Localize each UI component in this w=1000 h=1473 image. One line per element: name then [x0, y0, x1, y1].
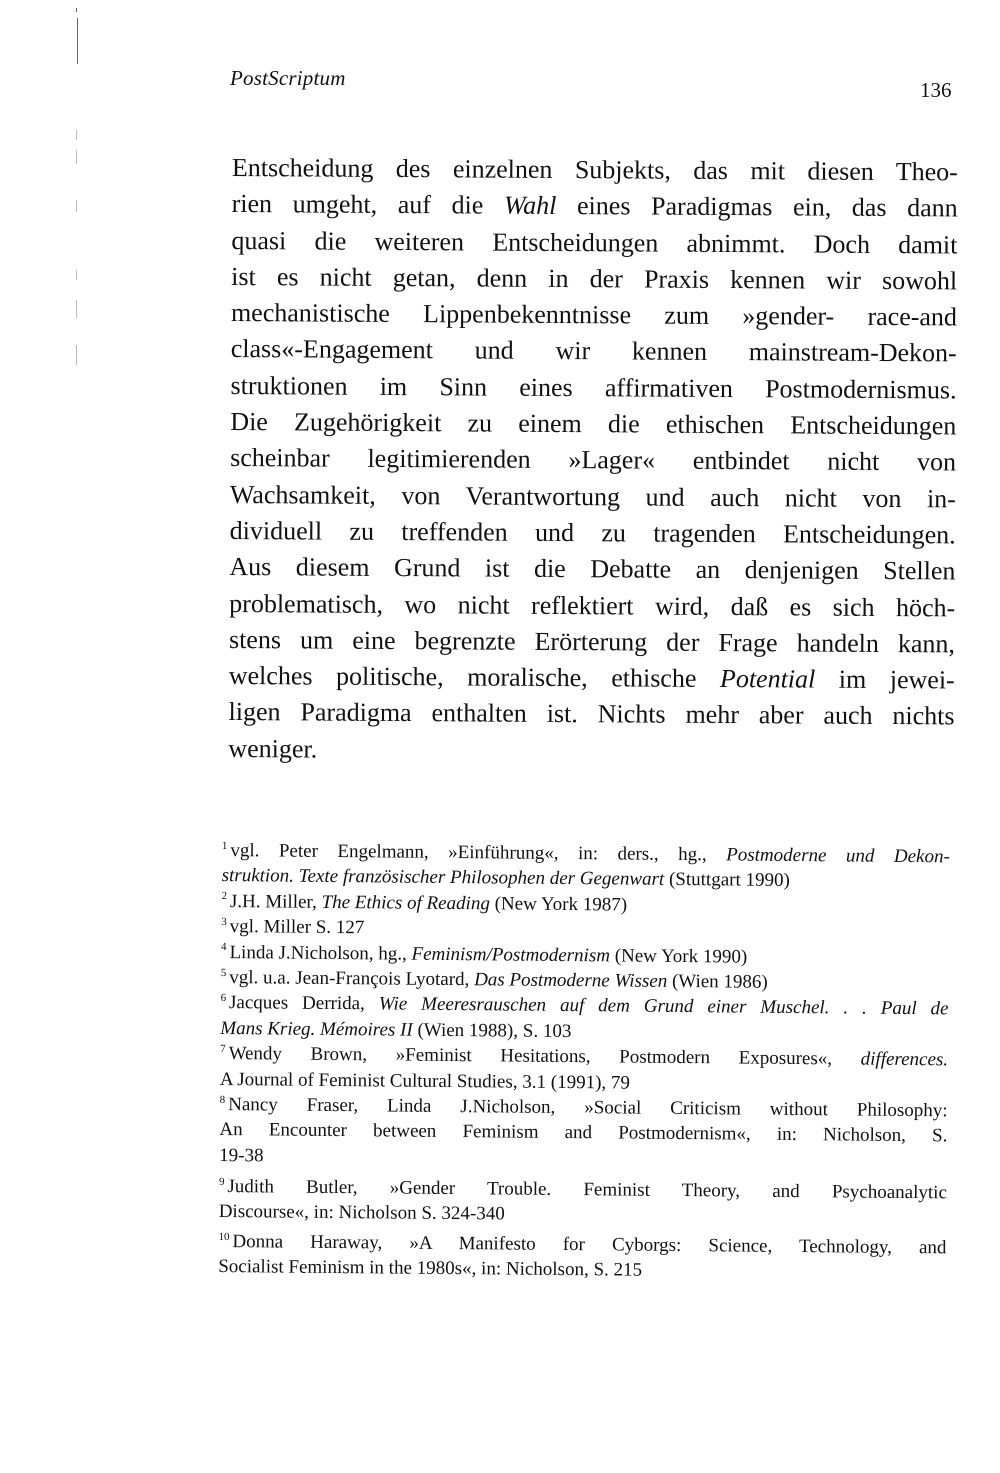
footnote-number: 3: [221, 915, 227, 928]
footnote-line: Discourse«, in: Nicholson S. 324-340: [218, 1201, 505, 1225]
footnote-line: $^2$ J.H. Miller, The Ethics of Reading (New York 1987): [221, 890, 628, 916]
body-line: Entscheidung des einzelnen Subjekts, das mit diesen Theo-: [231, 152, 958, 187]
body-line: Aus diesem Grund ist die Debatte an denjenigen Stellen: [229, 552, 956, 586]
body-line: stens um eine begrenzte Erörterung der Frage handeln kann,: [228, 624, 956, 659]
footnote-line: Socialist Feminism in the 1980s«, in: Nicholson, S. 215: [218, 1256, 643, 1281]
body-line: weniger.: [228, 733, 318, 764]
body-line: Die Zugehörigkeit zu einem die ethischen Entscheidungen: [230, 407, 957, 441]
footnote-number: 9: [218, 1175, 225, 1188]
footnote-line: $^3$ vgl. Miller S. 127: [221, 915, 365, 939]
body-line: dividuell zu treffenden und zu tragenden Entscheidungen.: [229, 515, 956, 550]
footnote-line: struktion. Texte französischer Philosophen der Gegenwart (Stuttgart 1990): [221, 865, 790, 892]
scan-margin-marks: [72, 0, 86, 380]
body-line: class«-Engagement und wir kennen mainstream-Dekon-: [230, 334, 957, 368]
footnote-number: 5: [220, 966, 227, 979]
footnote-number: 8: [219, 1093, 226, 1106]
running-head: PostScriptum: [230, 66, 346, 90]
body-line: rien umgeht, auf die Wahl eines Paradigmas ein, das dann: [231, 189, 958, 223]
footnote-number: 1: [221, 839, 228, 852]
body-line: scheinbar legitimierenden »Lager« entbindet nicht von: [230, 443, 957, 477]
body-line: struktionen im Sinn eines affirmativen Postmodernismus.: [230, 370, 957, 405]
body-line: ist es nicht getan, denn in der Praxis kennen wir sowohl: [231, 261, 958, 296]
footnote-number: 7: [220, 1042, 226, 1055]
footnote-number: 10: [218, 1230, 230, 1243]
footnote-line: $^1$ vgl. Peter Engelmann, »Einführung«, in: ders., hg., Postmoderne und Dekon-: [221, 839, 950, 868]
footnotes: [218, 838, 950, 1286]
body-line: welches politische, moralische, ethische Potential im jewei-: [228, 661, 955, 695]
body-line: problematisch, wo nicht reflektiert wird, daß es sich höch-: [229, 588, 956, 622]
footnote-line: $^7$ Wendy Brown, »Feminist Hesitations, Postmodern Exposures«, differences.: [220, 1042, 949, 1071]
body-line: mechanistische Lippenbekenntnisse zum »gender- race-and: [230, 298, 958, 332]
footnote-number: 4: [220, 941, 227, 954]
page-number: 136: [920, 78, 952, 102]
footnote-line: $^4$ Linda J.Nicholson, hg., Feminism/Postmodernism (New York 1990): [220, 941, 748, 968]
footnote-line: $^5$ vgl. u.a. Jean-François Lyotard, Das Postmoderne Wissen (Wien 1986): [220, 966, 768, 993]
footnote-number: 6: [220, 992, 227, 1005]
body-line: ligen Paradigma enthalten ist. Nichts mehr aber auch nichts: [228, 697, 955, 731]
footnote-line: $^6$ Jacques Derrida, Wie Meeresrauschen auf dem Grund einer Muschel. . . Paul de: [220, 992, 949, 1020]
main-text: [228, 150, 958, 771]
footnote-line: $^{10}$ Donna Haraway, »A Manifesto for Cyborgs: Science, Technology, and: [218, 1230, 947, 1259]
footnote-line: A Journal of Feminist Cultural Studies, 3.1 (1991), 79: [219, 1068, 631, 1094]
footnote-line: An Encounter between Feminism and Postmodernism«, in: Nicholson, S.: [219, 1119, 948, 1147]
footnote-line: Mans Krieg. Mémoires II (Wien 1988), S. 103: [220, 1017, 572, 1042]
footnote-number: 2: [221, 890, 228, 903]
body-line: Wachsamkeit, von Verantwortung und auch nicht von in-: [229, 479, 956, 514]
footnote-line: $^8$ Nancy Fraser, Linda J.Nicholson, »Social Criticism without Philosophy:: [219, 1093, 948, 1122]
footnote-line: $^9$ Judith Butler, »Gender Trouble. Feminist Theory, and Psychoanalytic: [218, 1175, 948, 1204]
body-line: quasi die weiteren Entscheidungen abnimmt. Doch damit: [231, 225, 958, 260]
footnote-line: 19-38: [219, 1144, 264, 1167]
